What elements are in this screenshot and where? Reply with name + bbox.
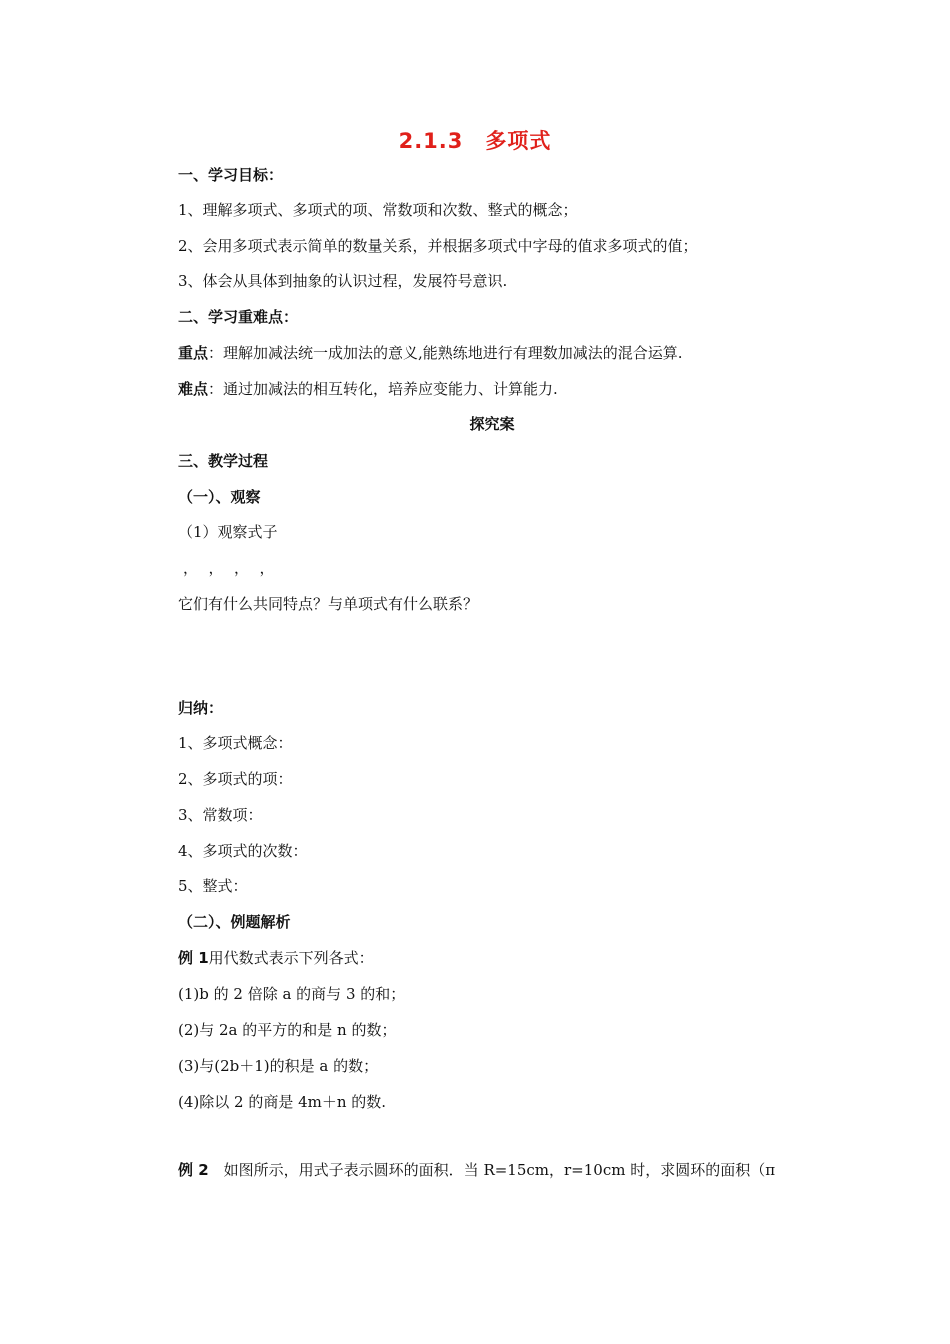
section1-heading: 一、学习目标： — [178, 166, 284, 184]
example1-text: 用代数式表示下列各式： — [208, 949, 374, 967]
example1-item: (1)b 的 2 倍除 a 的商与 3 的和； — [178, 985, 406, 1003]
summary-item: 1、多项式概念： — [178, 734, 293, 752]
example1-item: (2)与 2a 的平方的和是 n 的数； — [178, 1021, 397, 1039]
example1-item: (3)与(2b＋1)的积是 a 的数； — [178, 1057, 379, 1075]
key-point-text: ：理解加减法统一成加法的意义,能熟练地进行有理数加减法的混合运算. — [208, 344, 683, 362]
example2-text: 如图所示，用式子表示圆环的面积．当 R=15cm，r=10cm 时，求圆环的面积（π — [208, 1161, 776, 1179]
summary-heading: 归纳： — [178, 699, 224, 717]
section3-heading: 三、教学过程 — [178, 452, 269, 470]
observe-question: 它们有什么共同特点？与单项式有什么联系？ — [178, 595, 479, 613]
objective-item: 3、体会从具体到抽象的认识过程，发展符号意识. — [178, 272, 508, 290]
summary-item: 4、多项式的次数： — [178, 842, 308, 860]
inquiry-title: 探究案 — [469, 415, 515, 433]
example2-label: 例 2 — [178, 1161, 209, 1179]
section2-heading: 二、学习重难点： — [178, 308, 299, 326]
document-title: 2.1.3 多项式 — [398, 129, 552, 153]
example1-label: 例 1 — [178, 949, 209, 967]
summary-item: 5、整式： — [178, 877, 248, 895]
subsection-observe: （一）、观察 — [178, 488, 261, 506]
objective-item: 2、会用多项式表示简单的数量关系，并根据多项式中字母的值求多项式的值； — [178, 237, 698, 255]
key-point — [178, 343, 683, 363]
difficult-point-label: 难点 — [178, 380, 209, 398]
observe-prompt: （1）观察式子 — [178, 523, 278, 541]
summary-item: 3、常数项： — [178, 806, 263, 824]
key-point-label: 重点 — [178, 344, 209, 362]
subsection-examples: （二）、例题解析 — [178, 913, 291, 931]
example2 — [178, 1160, 775, 1180]
example1 — [178, 948, 374, 968]
difficult-point — [178, 379, 558, 399]
summary-item: 2、多项式的项： — [178, 770, 293, 788]
difficult-point-text: ：通过加减法的相互转化，培养应变能力、计算能力. — [208, 380, 558, 398]
example1-item: (4)除以 2 的商是 4m＋n 的数. — [178, 1093, 387, 1111]
objective-item: 1、理解多项式、多项式的项、常数项和次数、整式的概念； — [178, 201, 578, 219]
expression-placeholders: ，，，， — [183, 559, 293, 577]
